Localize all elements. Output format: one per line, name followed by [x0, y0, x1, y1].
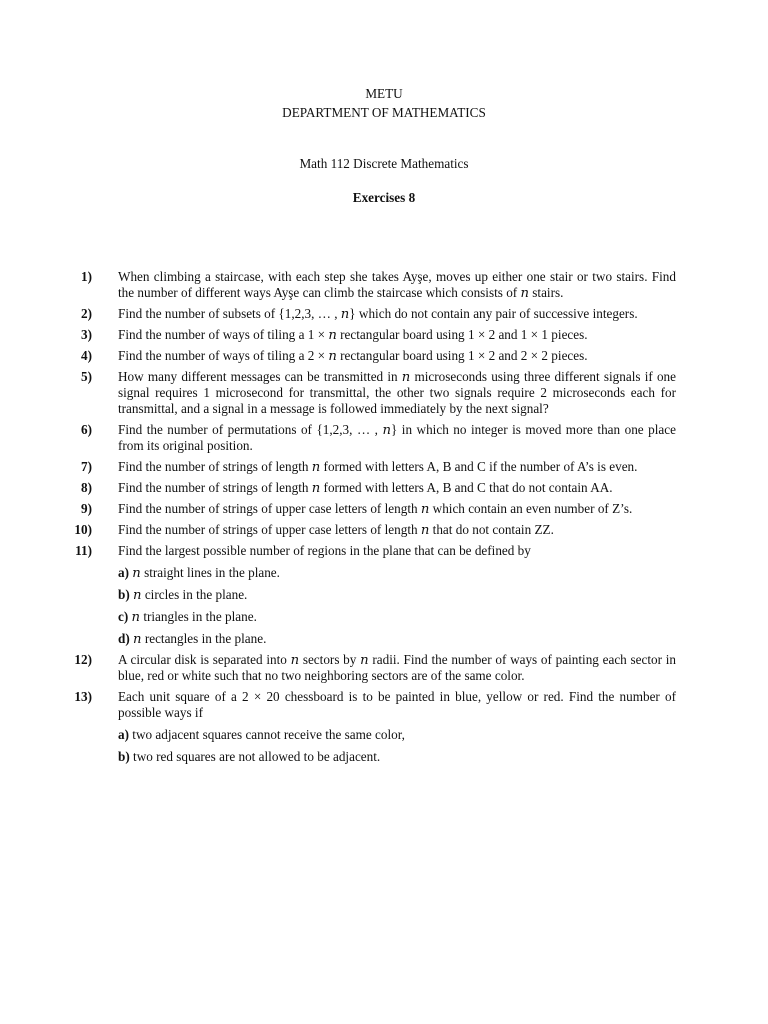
problem-part: [118, 565, 676, 581]
problem-text: Find the number of strings of length 𝑛 formed with letters A, B and C that do not contain AA.: [118, 480, 613, 495]
problem-part: [118, 587, 676, 603]
part-label: a): [118, 727, 129, 742]
problem-text: When climbing a staircase, with each step she takes Ayşe, moves up either one stair or two stairs. Find the number of different ways Ayşe can climb the staircase which consists of 𝑛 stairs.: [118, 269, 676, 300]
problem-text: Find the largest possible number of regions in the plane that can be defined by: [118, 543, 531, 558]
problem-12: [0, 652, 768, 684]
part-label: d): [118, 631, 130, 646]
part-label: b): [118, 749, 130, 764]
problem-part: [118, 631, 676, 647]
problem-text: Find the number of ways of tiling a 1 × 𝑛 rectangular board using 1 × 2 and 1 × 1 pieces.: [118, 327, 588, 342]
problem-9: [0, 501, 768, 517]
part-text: 𝑛 circles in the plane.: [133, 587, 248, 602]
problem-number: 2): [81, 306, 92, 321]
problem-list: [0, 269, 768, 770]
problem-11: [0, 543, 768, 647]
problem-number: 3): [81, 327, 92, 342]
problem-number: 6): [81, 422, 92, 437]
problem-text: Find the number of strings of upper case letters of length 𝑛 which contain an even number of Z’s.: [118, 501, 633, 516]
problem-7: [0, 459, 768, 475]
problem-text: Find the number of subsets of {1,2,3, … , 𝑛} which do not contain any pair of successive integers.: [118, 306, 638, 321]
problem-13: [0, 689, 768, 765]
problem-4: [0, 348, 768, 364]
problem-3: [0, 327, 768, 343]
problem-text: Each unit square of a 2 × 20 chessboard is to be painted in blue, yellow or red. Find the number of possible ways if: [118, 689, 676, 720]
part-text: 𝑛 triangles in the plane.: [131, 609, 257, 624]
problem-number: 7): [81, 459, 92, 474]
problem-10: [0, 522, 768, 538]
problem-1: [0, 269, 768, 301]
problem-number: 11): [75, 543, 92, 558]
problem-number: 5): [81, 369, 92, 384]
problem-number: 8): [81, 480, 92, 495]
problem-text: How many different messages can be transmitted in 𝑛 microseconds using three different signals if one signal requires 1 microsecond for transmittal, the other two signals require 2 microseconds each for transmittal, and a signal in a message is followed immediately by the next signal?: [118, 369, 676, 416]
problem-number: 9): [81, 501, 92, 516]
problem-number: 12): [74, 652, 92, 667]
problem-text: Find the number of ways of tiling a 2 × 𝑛 rectangular board using 1 × 2 and 2 × 2 pieces.: [118, 348, 588, 363]
course-title: Math 112 Discrete Mathematics: [299, 156, 469, 171]
problem-text: Find the number of strings of upper case letters of length 𝑛 that do not contain ZZ.: [118, 522, 554, 537]
part-text: 𝑛 straight lines in the plane.: [132, 565, 280, 580]
problem-number: 1): [81, 269, 92, 284]
part-text: two red squares are not allowed to be adjacent.: [133, 749, 381, 764]
problem-8: [0, 480, 768, 496]
part-label: a): [118, 565, 129, 580]
problem-part: [118, 609, 676, 625]
problem-5: [0, 369, 768, 417]
problem-text: Find the number of permutations of {1,2,3, … , 𝑛} in which no integer is moved more than one place from its original position.: [118, 422, 676, 453]
problem-number: 13): [74, 689, 92, 704]
part-text: two adjacent squares cannot receive the same color,: [132, 727, 405, 742]
part-label: b): [118, 587, 130, 602]
exercise-title: Exercises 8: [352, 190, 416, 205]
part-text: 𝑛 rectangles in the plane.: [133, 631, 267, 646]
problem-number: 4): [81, 348, 92, 363]
problem-2: [0, 306, 768, 322]
institution-name: METU: [365, 86, 403, 101]
problem-text: Find the number of strings of length 𝑛 formed with letters A, B and C if the number of A’s is even.: [118, 459, 638, 474]
department-name: DEPARTMENT OF MATHEMATICS: [282, 105, 486, 120]
problem-text: A circular disk is separated into 𝑛 sectors by 𝑛 radii. Find the number of ways of painting each sector in blue, red or white such that no two neighboring sectors are of the same color.: [118, 652, 676, 683]
problem-6: [0, 422, 768, 454]
part-label: c): [118, 609, 129, 624]
problem-part: [118, 749, 676, 765]
problem-part: [118, 727, 676, 743]
problem-number: 10): [74, 522, 92, 537]
